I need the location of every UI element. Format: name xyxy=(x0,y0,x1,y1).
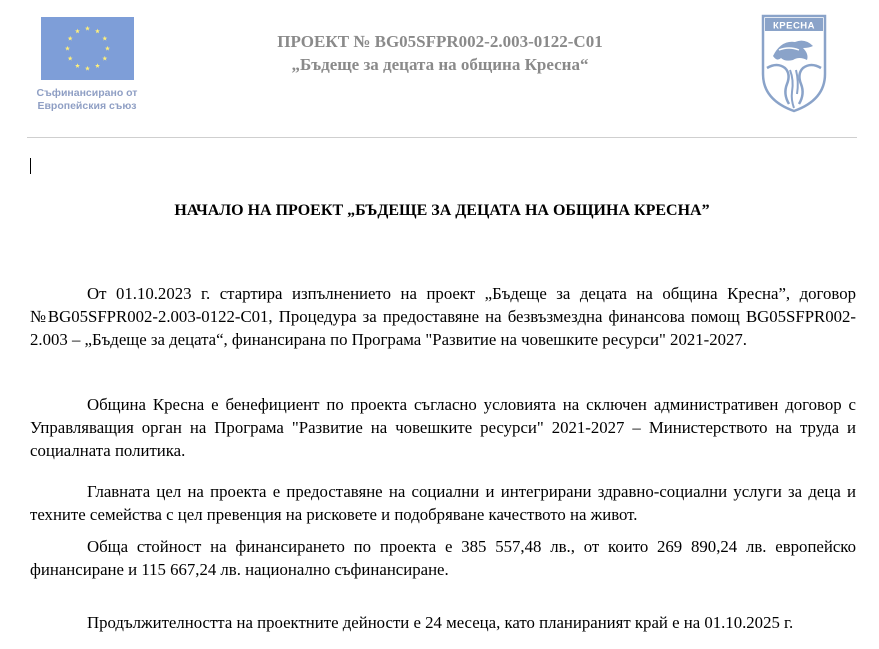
eu-star-icon xyxy=(95,63,100,68)
document-title: НАЧАЛО НА ПРОЕКТ „БЪДЕЩЕ ЗА ДЕЦАТА НА ОБЩИНА КРЕСНА” xyxy=(174,202,710,219)
eu-star-icon xyxy=(95,29,100,34)
eu-star-icon xyxy=(85,66,90,71)
eu-flag-icon xyxy=(41,17,134,80)
eu-star-icon xyxy=(102,56,107,61)
eu-star-icon xyxy=(85,26,90,31)
header-divider xyxy=(27,137,857,138)
eu-caption-line-2: Европейския съюз xyxy=(37,100,137,112)
paragraph-main-goal: Главната цел на проекта е предоставяне на социални и интегрирани здравно-социални услуги за деца и техните семейства с цел превенция на рисковете и подобряване качеството на живот. xyxy=(30,481,856,524)
header-project-title xyxy=(200,30,680,76)
text-cursor xyxy=(30,158,31,174)
paragraph-funding: Обща стойност на финансирането по проекта е 385 557,48 лв., от които 269 890,24 лв. европейско финансиране и 115 667,24 лв. национално съфинансиране. xyxy=(30,536,856,579)
eu-star-icon xyxy=(105,46,110,51)
eu-star-icon xyxy=(75,29,80,34)
project-name: „Бъдеще за децата на община Кресна“ xyxy=(291,55,589,74)
eu-cofunding-caption xyxy=(22,87,152,113)
paragraph-project-start: От 01.10.2023 г. стартира изпълнението на проект „Бъдеще за децата на община Кресна”, договор №BG05SFPR002-2.003-0122-C01, Процедура за предоставяне на безвъзмездна финансова помощ BG05SFPR002-2.003 – „Бъдеще за децата“, финансирана по Програма "Развитие на човешките ресурси" 2021-2027. xyxy=(30,283,856,349)
eu-star-icon xyxy=(65,46,70,51)
paragraph-duration: Продължителността на проектните дейности е 24 месеца, като планираният край е на 01.10.2025 г. xyxy=(87,612,794,632)
page-header xyxy=(0,0,879,140)
eu-caption-line-1: Съфинансирано от xyxy=(36,87,138,99)
crest-label: КРЕСНА xyxy=(772,20,816,32)
paragraph-beneficiary: Община Кресна е бенефициент по проекта съгласно условията на сключен административен договор с Управляващия орган на Програма "Развитие на човешките ресурси" 2021-2027 – Министерството на труда и социалната политика. xyxy=(30,394,856,460)
eu-star-icon xyxy=(68,36,73,41)
kresna-crest-icon xyxy=(759,12,829,114)
eu-star-icon xyxy=(102,36,107,41)
eu-star-icon xyxy=(75,63,80,68)
eu-star-icon xyxy=(68,56,73,61)
project-number: ПРОЕКТ № BG05SFPR002-2.003-0122-C01 xyxy=(277,32,603,51)
